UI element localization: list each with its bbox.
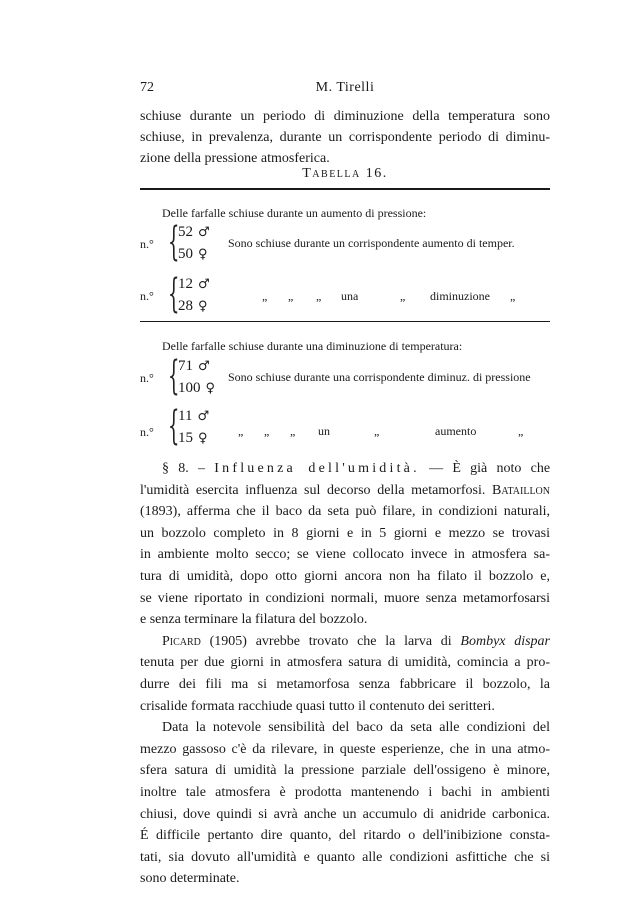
female-count: 50 ♀ [178, 246, 208, 262]
ditto-mark: „ [316, 289, 322, 303]
text-line: sfera satura di umidità la pressione parziale dell'ossigeno è minore, [140, 763, 550, 779]
text-line: se viene riportato in condizioni normali, muore senza metamorfosarsi [140, 590, 550, 606]
text-line: Picard (1905) avrebbe trovato che la larva di Bombyx dispar [162, 633, 550, 649]
text-line: in ambiente molto secco; se viene collocato invece in atmosfera sa- [140, 547, 550, 563]
female-symbol-icon: ♀ [198, 247, 208, 262]
male-symbol-icon: ♂ [198, 359, 210, 374]
group-description: Sono schiuse durante una corrispondente diminuz. di pressione [228, 370, 531, 384]
text-line: inoltre tale atmosfera è prodotta mantenendo i bachi in ambienti [140, 784, 550, 800]
text-line: schiuse, in prevalenza, durante un corrispondente periodo di diminu- [140, 130, 550, 145]
ditto-mark: „ [238, 424, 244, 438]
text-line: tura di umidità, dopo otto giorni ancora non ha filato il bozzolo e, [140, 568, 550, 584]
table-word: aumento [435, 424, 477, 438]
text-line: chiusi, dove quindi si avrà anche un accumulo di anidride carbonica. [140, 806, 550, 822]
female-symbol-icon: ♀ [205, 381, 216, 396]
text-line: un bozzolo completo in 8 giorni e in 5 giorni e mezzo se trovasi [140, 525, 550, 541]
male-symbol-icon: ♂ [197, 409, 210, 424]
female-count: 15 ♀ [178, 430, 208, 446]
group-prefix: n.° [140, 371, 154, 385]
male-symbol-icon: ♂ [198, 225, 210, 240]
intro-paragraph [140, 106, 550, 169]
text-line: tati, sia dovuto all'umidità e quanto alle condizioni asfittiche che si [140, 849, 550, 865]
text-line: É difficile pertanto dire quanto, del ritardo o dell'inibizione consta- [140, 828, 550, 844]
brace-icon: { [168, 219, 180, 265]
group-description: Sono schiuse durante un corrispondente aumento di temper. [228, 236, 515, 250]
ditto-mark: „ [264, 424, 270, 438]
ditto-mark: „ [262, 289, 268, 303]
section2-heading: Delle farfalle schiuse durante una diminuzione di temperatura: [162, 339, 463, 353]
text-line: schiuse durante un periodo di diminuzione della temperatura sono [140, 109, 550, 124]
group-prefix: n.° [140, 425, 154, 439]
section-title: Influenza dell'umidità. [214, 461, 420, 476]
table-word: diminuzione [430, 289, 490, 303]
text-line: zione della pressione atmosferica. [140, 151, 330, 166]
ditto-mark: „ [400, 289, 406, 303]
text-line: l'umidità esercita influenza sul decorso della metamorfosi. Bataillon [140, 482, 550, 498]
section1-heading: Delle farfalle schiuse durante un aumento di pressione: [162, 206, 427, 220]
table-top-rule [140, 188, 550, 190]
male-count: 12 ♂ [178, 276, 210, 292]
brace-icon: { [168, 271, 180, 317]
brace-icon: { [168, 353, 180, 399]
ditto-mark: „ [288, 289, 294, 303]
ditto-mark: „ [374, 424, 380, 438]
female-count: 100 ♀ [178, 380, 216, 396]
author-name: Bataillon [492, 482, 550, 498]
species-name: Bombyx dispar [460, 633, 550, 649]
female-count: 28 ♀ [178, 298, 208, 314]
text-line: crisalide formata racchiude quasi tutto il contenuto dei seritteri. [140, 698, 495, 714]
male-count: 11 ♂ [178, 408, 210, 424]
ditto-mark: „ [518, 424, 524, 438]
text-line: sono determinate. [140, 871, 240, 887]
text-line: Data la notevole sensibilità del baco da seta alle condizioni del [162, 720, 550, 736]
text-line: mezzo gassoso c'è da rilevare, in queste esperienze, che in una atmo- [140, 741, 550, 757]
group-prefix: n.° [140, 289, 154, 303]
author-name: Picard [162, 633, 201, 649]
page-number: 72 [140, 80, 154, 95]
female-symbol-icon: ♀ [198, 431, 208, 446]
group-prefix: n.° [140, 237, 154, 251]
male-count: 71 ♂ [178, 358, 210, 374]
male-count: 52 ♂ [178, 224, 210, 240]
table-word: una [341, 289, 359, 303]
text-line: e senza terminare la filatura del bozzolo. [140, 612, 368, 628]
section-heading-line: § 8. – Influenza dell'umidità. — È già noto che [162, 461, 550, 476]
ditto-mark: „ [510, 289, 516, 303]
body-text [140, 458, 550, 890]
page-header [140, 80, 550, 100]
brace-icon: { [168, 403, 180, 449]
ditto-mark: „ [290, 424, 296, 438]
male-symbol-icon: ♂ [198, 277, 210, 292]
text-line: durre dei fili ma si metamorfosa senza fabbricare il bozzolo, la [140, 676, 550, 692]
table-mid-rule [140, 321, 550, 322]
table-word: un [318, 424, 330, 438]
running-head: M. Tirelli [315, 80, 375, 95]
female-symbol-icon: ♀ [198, 299, 208, 314]
text-line: (1893), afferma che il baco da seta può filare, in condizioni naturali, [140, 504, 550, 520]
table-title: Tabella 16. [302, 166, 388, 181]
text-line: tenuta per due giorni in atmosfera satura di umidità, comincia a pro- [140, 655, 550, 671]
